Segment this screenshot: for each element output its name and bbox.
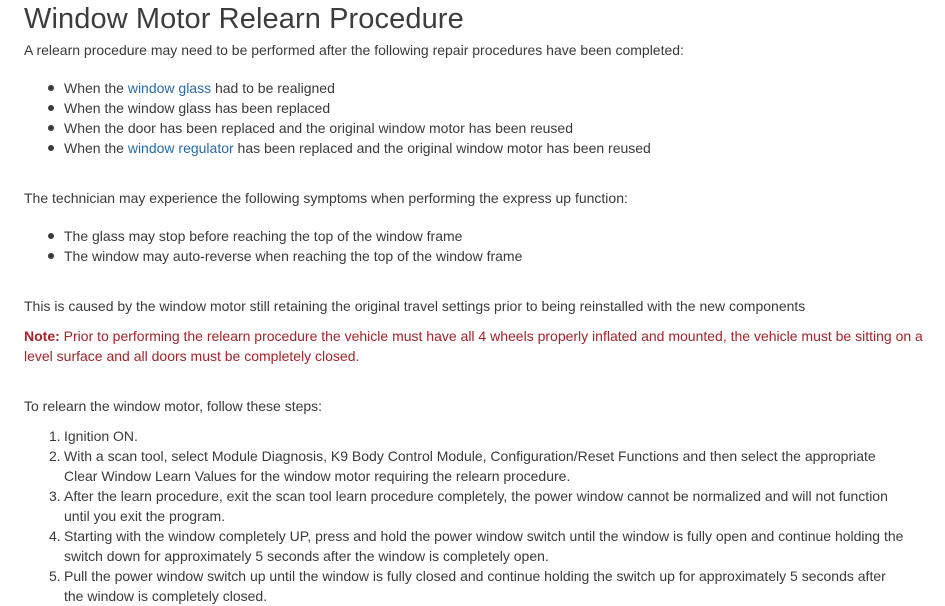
- intro-text: A relearn procedure may need to be performed after the following repair procedures have been completed:: [24, 42, 684, 58]
- repair-list: [48, 78, 924, 158]
- list-item: The glass may stop before reaching the top of the window frame: [48, 226, 924, 246]
- step-number: 4.: [49, 528, 61, 544]
- steps-intro: To relearn the window motor, follow these steps:: [24, 398, 323, 414]
- step-text: Pull the power window switch up until the window is fully closed and continue holding the switch up for approximately 5 seconds after the window is completely closed.: [64, 568, 886, 604]
- step-text: With a scan tool, select Module Diagnosis, K9 Body Control Module, Configuration/Reset Functions and then select the appropriate Clear Window Learn Values for the window motor requiring the relearn procedure.: [64, 448, 876, 484]
- step-number: 2.: [49, 448, 61, 464]
- step-item: [49, 426, 909, 446]
- step-text: Starting with the window completely UP, press and hold the power window switch until the window is fully open and continue holding the switch down for approximately 5 seconds after the window is completely open.: [64, 528, 904, 564]
- cause-text: This is caused by the window motor still retaining the original travel settings prior to being reinstalled with the new components: [24, 298, 806, 314]
- step-item: [49, 526, 909, 566]
- document-page: [24, 0, 924, 606]
- page-title: Window Motor Relearn Procedure: [24, 3, 464, 35]
- steps-list: [49, 426, 909, 606]
- step-number: 5.: [49, 568, 61, 584]
- step-text: Ignition ON.: [64, 428, 138, 444]
- window-regulator-link[interactable]: window regulator: [127, 140, 234, 156]
- symptoms-intro: The technician may experience the following symptoms when performing the express up function:: [24, 190, 628, 206]
- list-item: When the door has been replaced and the original window motor has been reused: [48, 118, 924, 138]
- window-glass-link[interactable]: window glass: [127, 80, 212, 96]
- step-number: 1.: [49, 428, 61, 444]
- step-item: [49, 446, 909, 486]
- list-item: When the window glass has been replaced: [48, 98, 924, 118]
- list-item: The window may auto-reverse when reaching the top of the window frame: [48, 246, 924, 266]
- symptoms-list: [48, 226, 924, 266]
- list-item: When the window glass had to be realigned: [48, 78, 924, 98]
- step-number: 3.: [49, 488, 61, 504]
- step-item: [49, 566, 909, 606]
- list-item: When the window regulator has been replaced and the original window motor has been reused: [48, 138, 924, 158]
- step-item: [49, 486, 909, 526]
- step-text: After the learn procedure, exit the scan tool learn procedure completely, the power window cannot be normalized and will not function until you exit the program.: [64, 488, 888, 524]
- note-label: Note:: [24, 328, 60, 344]
- note-text: Note: Prior to performing the relearn procedure the vehicle must have all 4 wheels properly inflated and mounted, the vehicle must be sitting on a level surface and all doors must be completely closed.: [24, 328, 923, 364]
